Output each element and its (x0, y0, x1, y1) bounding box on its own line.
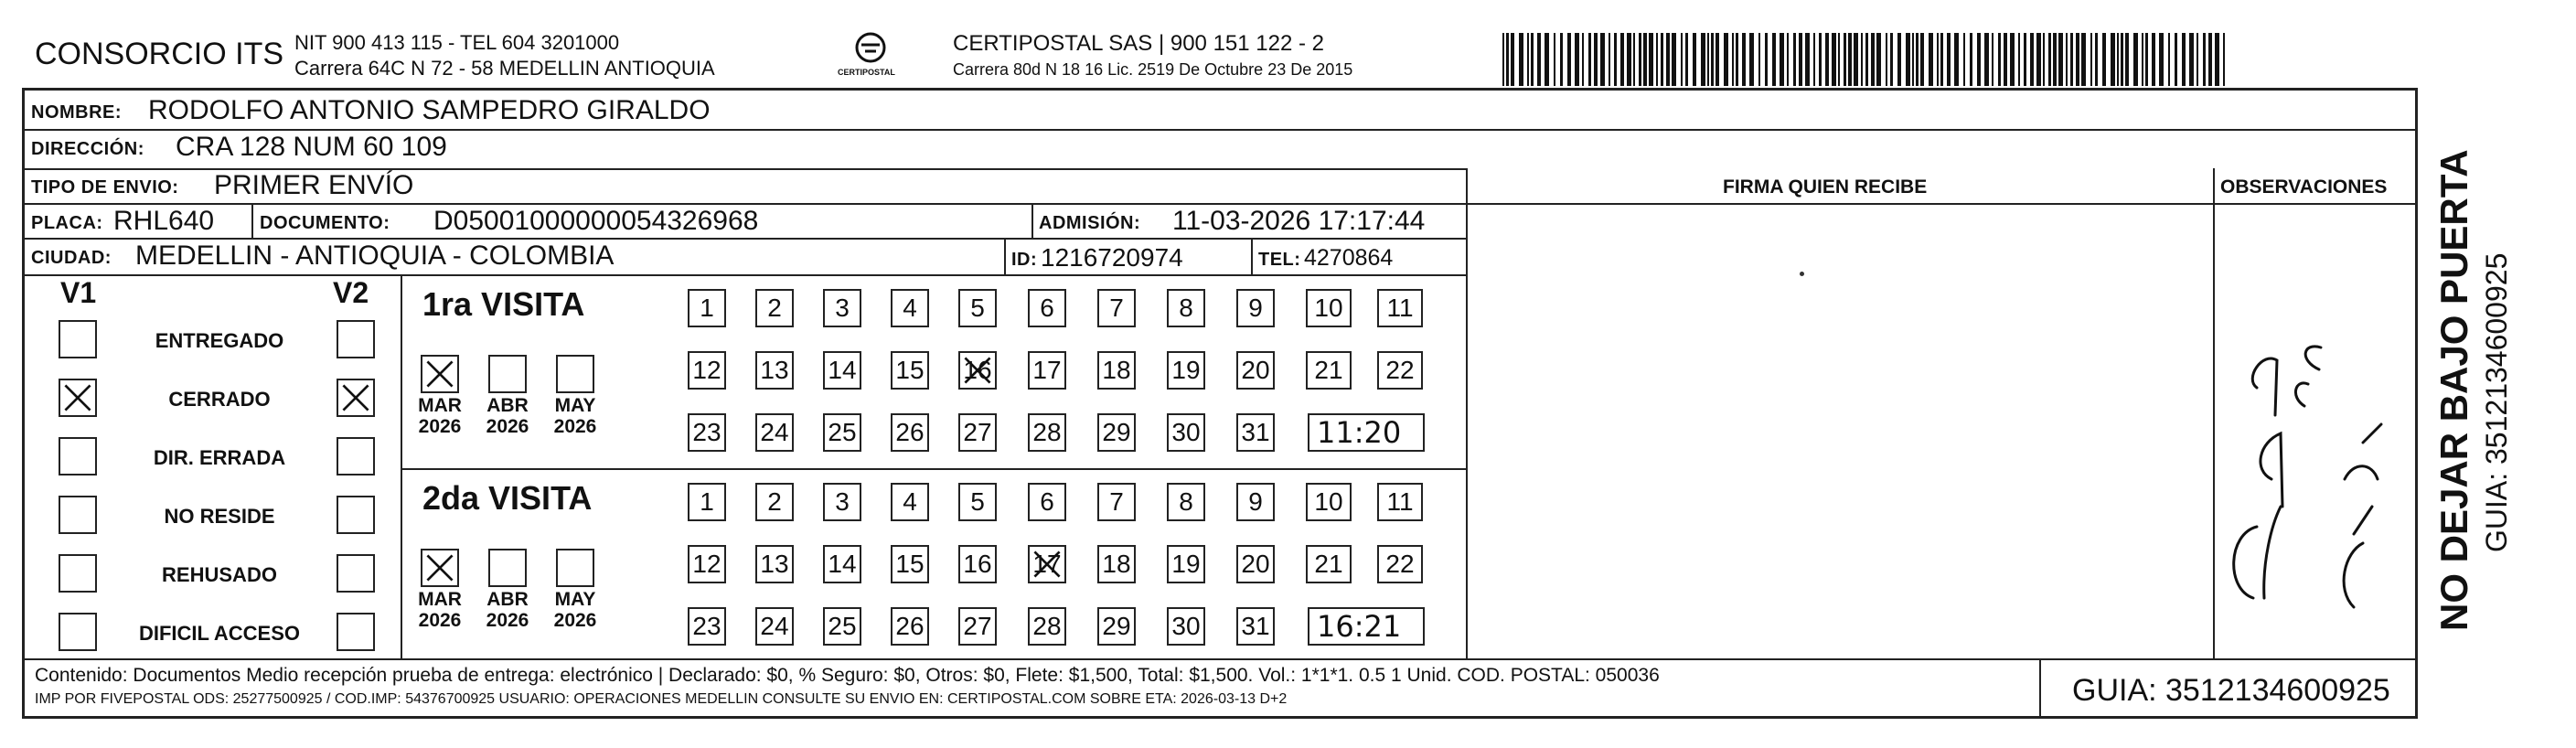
day-box[interactable] (688, 289, 726, 327)
day-box[interactable] (891, 289, 929, 327)
tipo-envio-value: PRIMER ENVÍO (214, 170, 414, 200)
day-box[interactable] (1097, 351, 1136, 390)
month-checkbox[interactable] (421, 355, 459, 393)
status-label: NO RESIDE (164, 505, 275, 528)
day-box[interactable] (823, 607, 861, 646)
firma-header: FIRMA QUIEN RECIBE (1723, 176, 1928, 198)
documento-value: D05001000000054326968 (433, 206, 759, 236)
footer-guia: GUIA: 3512134600925 (2072, 673, 2390, 708)
day-box[interactable] (823, 351, 861, 390)
day-box[interactable] (688, 545, 726, 583)
day-box[interactable] (1167, 351, 1205, 390)
v1-checkbox[interactable] (59, 554, 97, 593)
visit-time[interactable]: 16:21 (1308, 607, 1425, 646)
visit-time[interactable]: 11:20 (1308, 413, 1425, 452)
tel-label: TEL: (1258, 250, 1301, 270)
placa-value: RHL640 (113, 206, 215, 236)
day-box[interactable] (891, 483, 929, 521)
day-box[interactable] (688, 483, 726, 521)
day-number: 6 (1040, 487, 1054, 516)
day-number: 4 (903, 294, 917, 322)
day-box[interactable] (688, 413, 726, 452)
day-box[interactable] (755, 351, 794, 390)
day-box[interactable] (891, 351, 929, 390)
day-number: 16 (963, 550, 992, 578)
day-number: 15 (895, 550, 925, 578)
day-box[interactable] (823, 413, 861, 452)
admision-value: 11-03-2026 17:17:44 (1172, 206, 1426, 236)
company-nit-tel: NIT 900 413 115 - TEL 604 3201000 (294, 31, 620, 54)
day-box[interactable] (688, 607, 726, 646)
day-box[interactable] (1097, 607, 1136, 646)
day-number: 28 (1032, 612, 1062, 640)
certipostal-license: Carrera 80d N 18 16 Lic. 2519 De Octubre 23 De 2015 (953, 60, 1353, 79)
visit-title: 2da VISITA (422, 479, 593, 517)
day-number: 22 (1385, 550, 1415, 578)
day-box[interactable] (1097, 289, 1136, 327)
day-box[interactable] (755, 289, 794, 327)
day-number: 16 (963, 356, 992, 384)
day-box[interactable] (1377, 351, 1423, 390)
month-checkbox[interactable] (556, 355, 594, 393)
ciudad-value: MEDELLIN - ANTIOQUIA - COLOMBIA (135, 240, 615, 271)
day-box[interactable] (1028, 483, 1066, 521)
day-number: 23 (692, 418, 721, 446)
day-number: 10 (1314, 487, 1343, 516)
footer-content: Contenido: Documentos Medio recepción prueba de entrega: electrónico | Declarado: $0, % Seguro: $0, Otros: $0, Flete: $1,500, Total: $1,500. Vol.: 1*1*1. 0.5 1 Unid. COD. POSTAL: 050036 (35, 665, 1660, 686)
day-box[interactable] (1236, 289, 1275, 327)
day-number: 17 (1032, 550, 1062, 578)
day-number: 31 (1241, 612, 1270, 640)
day-number: 20 (1241, 550, 1270, 578)
day-box[interactable] (755, 545, 794, 583)
day-box[interactable] (1167, 483, 1205, 521)
v1-checkbox[interactable] (59, 320, 97, 358)
month-label: MAY 2026 (553, 395, 597, 437)
day-number: 4 (903, 487, 917, 516)
nombre-label: NOMBRE: (31, 102, 123, 123)
day-box[interactable] (755, 483, 794, 521)
company-name: CONSORCIO ITS (35, 37, 284, 71)
observaciones-header: OBSERVACIONES (2220, 176, 2388, 198)
day-number: 12 (692, 550, 721, 578)
v2-checkbox[interactable] (337, 379, 375, 417)
day-number: 24 (760, 418, 789, 446)
day-number: 7 (1109, 487, 1124, 516)
day-box[interactable] (1167, 413, 1205, 452)
day-number: 21 (1314, 356, 1343, 384)
day-box[interactable] (958, 413, 997, 452)
day-number: 9 (1248, 487, 1263, 516)
v2-checkbox[interactable] (337, 437, 375, 476)
day-number: 18 (1102, 356, 1131, 384)
day-number: 29 (1102, 612, 1131, 640)
day-number: 30 (1171, 418, 1201, 446)
placa-label: PLACA: (31, 213, 103, 233)
handwritten-notes-icon (2217, 205, 2414, 657)
day-number: 14 (828, 550, 857, 578)
day-box[interactable] (1306, 351, 1352, 390)
day-number: 3 (835, 487, 850, 516)
day-number: 25 (828, 418, 857, 446)
day-box[interactable] (1028, 607, 1066, 646)
day-box[interactable] (958, 607, 997, 646)
day-box[interactable] (1097, 483, 1136, 521)
day-box[interactable] (1236, 607, 1275, 646)
day-box[interactable] (1167, 545, 1205, 583)
day-box[interactable] (1028, 351, 1066, 390)
month-label: MAY 2026 (553, 589, 597, 631)
day-number: 14 (828, 356, 857, 384)
tipo-envio-label: TIPO DE ENVIO: (31, 177, 179, 198)
v2-checkbox[interactable] (337, 320, 375, 358)
day-number: 10 (1314, 294, 1343, 322)
v2-checkbox[interactable] (337, 613, 375, 651)
certipostal-info: CERTIPOSTAL SAS | 900 151 122 - 2 (953, 31, 1324, 56)
tel-value: 4270864 (1304, 245, 1394, 271)
company-address: Carrera 64C N 72 - 58 MEDELLIN ANTIOQUIA (294, 57, 715, 80)
day-number: 22 (1385, 356, 1415, 384)
status-label: REHUSADO (162, 563, 277, 586)
v1-checkbox[interactable] (59, 613, 97, 651)
no-dejar-label: NO DEJAR BAJO PUERTA (2432, 149, 2475, 631)
day-number: 18 (1102, 550, 1131, 578)
day-box[interactable] (1028, 413, 1066, 452)
day-number: 11 (1386, 294, 1414, 322)
day-x-mark-icon (1030, 547, 1064, 582)
v1-checkbox[interactable] (59, 379, 97, 417)
day-number: 31 (1241, 418, 1270, 446)
month-checkbox[interactable] (421, 549, 459, 587)
day-number: 26 (895, 418, 925, 446)
month-label: MAR 2026 (418, 395, 462, 437)
day-number: 26 (895, 612, 925, 640)
footer-details: IMP POR FIVEPOSTAL ODS: 25277500925 / COD.IMP: 54376700925 USUARIO: OPERACIONES MEDELLIN CONSULTE SU ENVIO EN: CERTIPOSTAL.COM SOBRE ETA: 2026-03-13 D+2 (35, 691, 1288, 707)
day-box[interactable] (958, 545, 997, 583)
day-number: 27 (963, 612, 992, 640)
v2-checkbox[interactable] (337, 554, 375, 593)
day-box[interactable] (1236, 413, 1275, 452)
status-label: CERRADO (168, 388, 271, 411)
firma-area (1469, 205, 2211, 657)
certipostal-logo-icon (834, 31, 907, 68)
month-checkbox[interactable] (488, 355, 527, 393)
day-number: 1 (700, 294, 714, 322)
day-box[interactable] (823, 289, 861, 327)
day-number: 20 (1241, 356, 1270, 384)
v1-checkbox[interactable] (59, 437, 97, 476)
month-label: ABR 2026 (486, 395, 529, 437)
day-number: 15 (895, 356, 925, 384)
barcode (1502, 33, 2234, 86)
month-label: MAR 2026 (418, 589, 462, 631)
day-number: 12 (692, 356, 721, 384)
documento-label: DOCUMENTO: (260, 213, 390, 233)
day-number: 21 (1314, 550, 1343, 578)
day-number: 5 (970, 487, 985, 516)
day-number: 7 (1109, 294, 1124, 322)
day-box[interactable] (755, 607, 794, 646)
day-box[interactable] (1377, 483, 1423, 521)
logo-text: CERTIPOSTAL (838, 68, 895, 77)
day-number: 28 (1032, 418, 1062, 446)
ciudad-label: CIUDAD: (31, 248, 112, 268)
pen-mark (1800, 272, 1804, 276)
day-box[interactable] (1236, 351, 1275, 390)
day-box[interactable] (1167, 607, 1205, 646)
day-number: 5 (970, 294, 985, 322)
day-box[interactable] (891, 607, 929, 646)
direccion-label: DIRECCIÓN: (31, 139, 144, 159)
day-number: 9 (1248, 294, 1263, 322)
day-box[interactable] (1028, 545, 1066, 583)
certipostal-logo (834, 31, 907, 84)
day-number: 13 (760, 550, 789, 578)
month-label: ABR 2026 (486, 589, 529, 631)
day-number: 13 (760, 356, 789, 384)
day-box[interactable] (1377, 545, 1423, 583)
day-box[interactable] (823, 483, 861, 521)
day-box[interactable] (891, 413, 929, 452)
day-box[interactable] (1306, 545, 1352, 583)
day-box[interactable] (1236, 545, 1275, 583)
day-number: 19 (1171, 356, 1201, 384)
day-number: 1 (700, 487, 714, 516)
admision-label: ADMISIÓN: (1039, 213, 1141, 233)
v1-header: V1 (60, 276, 97, 309)
day-box[interactable] (1097, 545, 1136, 583)
day-x-mark-icon (960, 353, 995, 388)
month-checkbox[interactable] (488, 549, 527, 587)
day-number: 30 (1171, 612, 1201, 640)
day-number: 8 (1179, 487, 1193, 516)
nombre-value: RODOLFO ANTONIO SAMPEDRO GIRALDO (148, 95, 711, 125)
day-box[interactable] (891, 545, 929, 583)
day-box[interactable] (1167, 289, 1205, 327)
side-guia-label: GUIA: 3512134600925 (2480, 252, 2513, 552)
day-number: 8 (1179, 294, 1193, 322)
day-box[interactable] (755, 413, 794, 452)
day-box[interactable] (1306, 483, 1352, 521)
day-number: 11 (1386, 487, 1414, 516)
day-box[interactable] (1236, 483, 1275, 521)
v2-checkbox[interactable] (337, 496, 375, 534)
day-box[interactable] (823, 545, 861, 583)
day-number: 19 (1171, 550, 1201, 578)
day-number: 27 (963, 418, 992, 446)
v1-checkbox[interactable] (59, 496, 97, 534)
status-label: DIFICIL ACCESO (138, 622, 300, 645)
day-number: 3 (835, 294, 850, 322)
day-number: 29 (1102, 418, 1131, 446)
day-box[interactable] (958, 351, 997, 390)
day-number: 2 (767, 294, 782, 322)
visit-title: 1ra VISITA (422, 285, 585, 323)
id-label: ID: (1011, 250, 1038, 270)
day-box[interactable] (1306, 289, 1352, 327)
status-label: ENTREGADO (155, 329, 284, 352)
day-box[interactable] (958, 289, 997, 327)
day-box[interactable] (1377, 289, 1423, 327)
day-number: 23 (692, 612, 721, 640)
month-checkbox[interactable] (556, 549, 594, 587)
direccion-value: CRA 128 NUM 60 109 (176, 132, 447, 162)
day-box[interactable] (958, 483, 997, 521)
day-box[interactable] (1028, 289, 1066, 327)
day-number: 6 (1040, 294, 1054, 322)
id-value: 1216720974 (1041, 243, 1183, 272)
status-label: DIR. ERRADA (153, 446, 286, 469)
observaciones-area (2217, 205, 2414, 657)
day-number: 25 (828, 612, 857, 640)
day-box[interactable] (688, 351, 726, 390)
day-number: 24 (760, 612, 789, 640)
v2-header: V2 (333, 276, 369, 309)
day-number: 2 (767, 487, 782, 516)
day-number: 17 (1032, 356, 1062, 384)
day-box[interactable] (1097, 413, 1136, 452)
